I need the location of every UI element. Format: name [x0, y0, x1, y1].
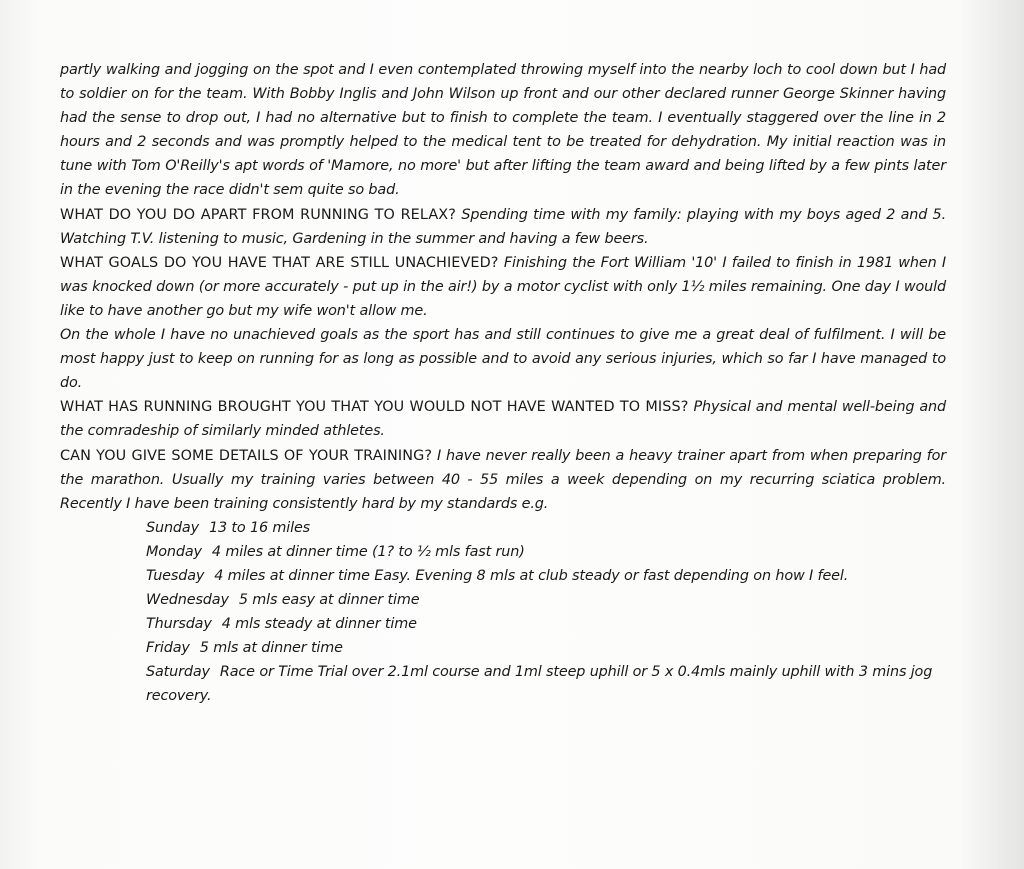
qa-goals [60, 251, 946, 323]
schedule-detail: Race or Time Trial over 2.1ml course and 1ml steep uphill or 5 x 0.4mls mainly uphill with 3 mins jog recovery. [146, 664, 933, 705]
schedule-day: Friday [146, 640, 190, 657]
schedule-row-sunday [146, 516, 946, 540]
schedule-day: Saturday [146, 664, 210, 681]
schedule-detail: 4 miles at dinner time Easy. Evening 8 mls at club steady or fast depending on how I feel. [214, 567, 849, 584]
schedule-detail: 4 miles at dinner time (1? to ½ mls fast run) [211, 543, 525, 560]
qa-training [60, 444, 946, 516]
answer-relax: Spending time with my family: playing with my boys aged 2 and 5. Watching T.V. listening to music, Gardening in the summer and having a few beers. [60, 206, 946, 247]
schedule-row-saturday [146, 660, 946, 708]
question-goals: WHAT GOALS DO YOU HAVE THAT ARE STILL UNACHIEVED? [60, 254, 499, 271]
qa-running-brought [60, 395, 946, 443]
schedule-row-tuesday [146, 564, 946, 588]
schedule-detail: 4 mls steady at dinner time [221, 616, 417, 633]
answer-goals: Finishing the Fort William '10' I failed to finish in 1981 when I was knocked down (or more accurately - put up in the air!) by a motor cyclist with only 1½ miles remaining. One day I would like to have another go but my wife won't allow me. [60, 254, 946, 319]
schedule-day: Monday [146, 543, 202, 560]
schedule-row-thursday [146, 612, 946, 636]
schedule-row-wednesday [146, 588, 946, 612]
schedule-row-friday [146, 636, 946, 660]
question-training: CAN YOU GIVE SOME DETAILS OF YOUR TRAINING? [60, 447, 433, 464]
schedule-detail: 13 to 16 miles [208, 519, 311, 536]
schedule-detail: 5 mls at dinner time [199, 640, 343, 657]
article-body [60, 58, 946, 709]
schedule-day: Sunday [146, 519, 199, 536]
schedule-day: Thursday [146, 616, 212, 633]
question-running-brought: WHAT HAS RUNNING BROUGHT YOU THAT YOU WOULD NOT HAVE WANTED TO MISS? [60, 399, 689, 416]
qa-relax [60, 203, 946, 251]
schedule-day: Wednesday [146, 592, 229, 609]
question-relax: WHAT DO YOU DO APART FROM RUNNING TO RELAX? [60, 206, 456, 223]
schedule-detail: 5 mls easy at dinner time [238, 592, 420, 609]
training-schedule [146, 516, 946, 709]
answer-training: I have never really been a heavy trainer apart from when preparing for the marathon. Usually my training varies between 40 - 55 miles a week depending on my recurring sciatica problem. Recently I have been training consistently hard by my standards e.g. [60, 447, 946, 512]
intro-paragraph: partly walking and jogging on the spot and I even contemplated throwing myself into the nearby loch to cool down but I had to soldier on for the team. With Bobby Inglis and John Wilson up front and our other declared runner George Skinner having had the sense to drop out, I had no alternative but to finish to complete the team. I eventually staggered over the line in 2 hours and 2 seconds and was promptly helped to the medical tent to be treated for dehydration. My initial reaction was in tune with Tom O'Reilly's apt words of 'Mamore, no more' but after lifting the team award and being lifted by a few pints later in the evening the race didn't sem quite so bad. [60, 62, 946, 199]
schedule-row-monday [146, 540, 946, 564]
answer-running-brought: Physical and mental well-being and the comradeship of similarly minded athletes. [60, 399, 946, 440]
schedule-day: Tuesday [146, 567, 205, 584]
goals-followup: On the whole I have no unachieved goals as the sport has and still continues to give me a great deal of fulfilment. I will be most happy just to keep on running for as long as possible and to avoid any serious injuries, which so far I have managed to do. [60, 327, 946, 392]
